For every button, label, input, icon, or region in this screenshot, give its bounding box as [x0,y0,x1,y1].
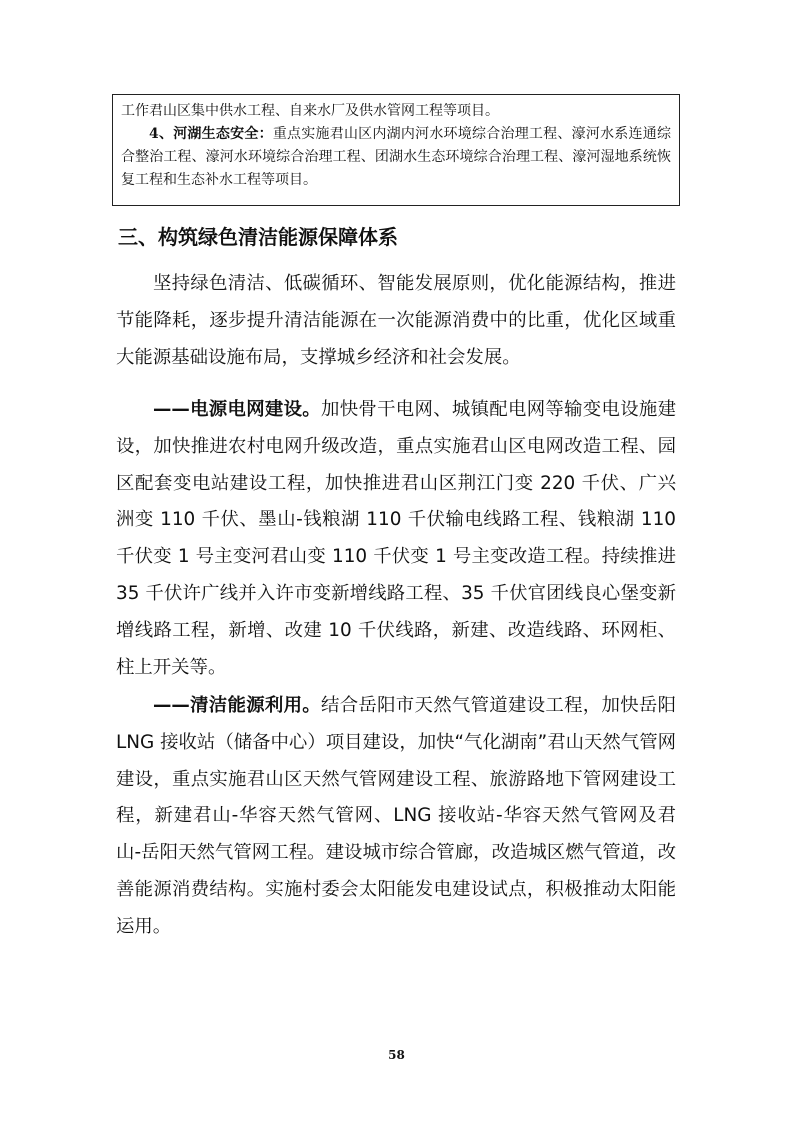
box-item-4-text: 重点实施君山区内湖内河水环境综合治理工程、濠河水系连通综合整治工程、濠河水环境综合治理工程、团湖水生态环境综合治理工程、濠河湿地系统恢复工程和生态补水工程等项目。 [121,126,671,188]
power-grid-text: 加快骨干电网、城镇配电网等输变电设施建设，加快推进农村电网升级改造，重点实施君山区电网改造工程、园区配套变电站建设工程，加快推进君山区荆江门变 220 千伏、广兴洲变 110 千伏、墨山-钱粮湖 110 千伏输电线路工程、钱粮湖 110 千伏变 1 号主变河君山变 110 千伏变 1 号主变改造工程。持续推进 35 千伏许广线并入许市变新增线路工程、35 千伏官团线良心堡变新增线路工程，新增、改建 10 千伏线路，新建、改造线路、环网柜、柱上开关等。 [116,399,676,678]
power-grid-lead: ——电源电网建设。 [153,399,321,420]
page-number: 58 [388,1048,405,1062]
section-heading: 三、构筑绿色清洁能源保障体系 [118,225,398,249]
clean-energy-text: 结合岳阳市天然气管道建设工程，加快岳阳 LNG 接收站（储备中心）项目建设，加快“气化湖南”君山天然气管网建设，重点实施君山区天然气管网建设工程、旅游路地下管网建设工程，新建君山-华容天然气管网、LNG 接收站-华容天然气管网及君山-岳阳天然气管网工程。建设城市综合管廊，改造城区燃气管道，改善能源消费结构。实施村委会太阳能发电建设试点，积极推动太阳能运用。 [116,695,676,937]
project-list-box [112,94,680,206]
intro-paragraph [116,266,676,376]
box-continuation-text: 工作君山区集中供水工程、自来水厂及供水管网工程等项目。 [121,103,499,119]
box-item-4 [121,123,671,192]
intro-paragraph-text: 坚持绿色清洁、低碳循环、智能发展原则，优化能源结构，推进节能降耗，逐步提升清洁能源在一次能源消费中的比重，优化区域重大能源基础设施布局，支撑城乡经济和社会发展。 [116,273,676,368]
clean-energy-paragraph [116,688,676,946]
box-item-4-label: 4、河湖生态安全： [149,126,273,142]
clean-energy-lead: ——清洁能源利用。 [153,695,321,716]
power-grid-paragraph [116,392,676,686]
